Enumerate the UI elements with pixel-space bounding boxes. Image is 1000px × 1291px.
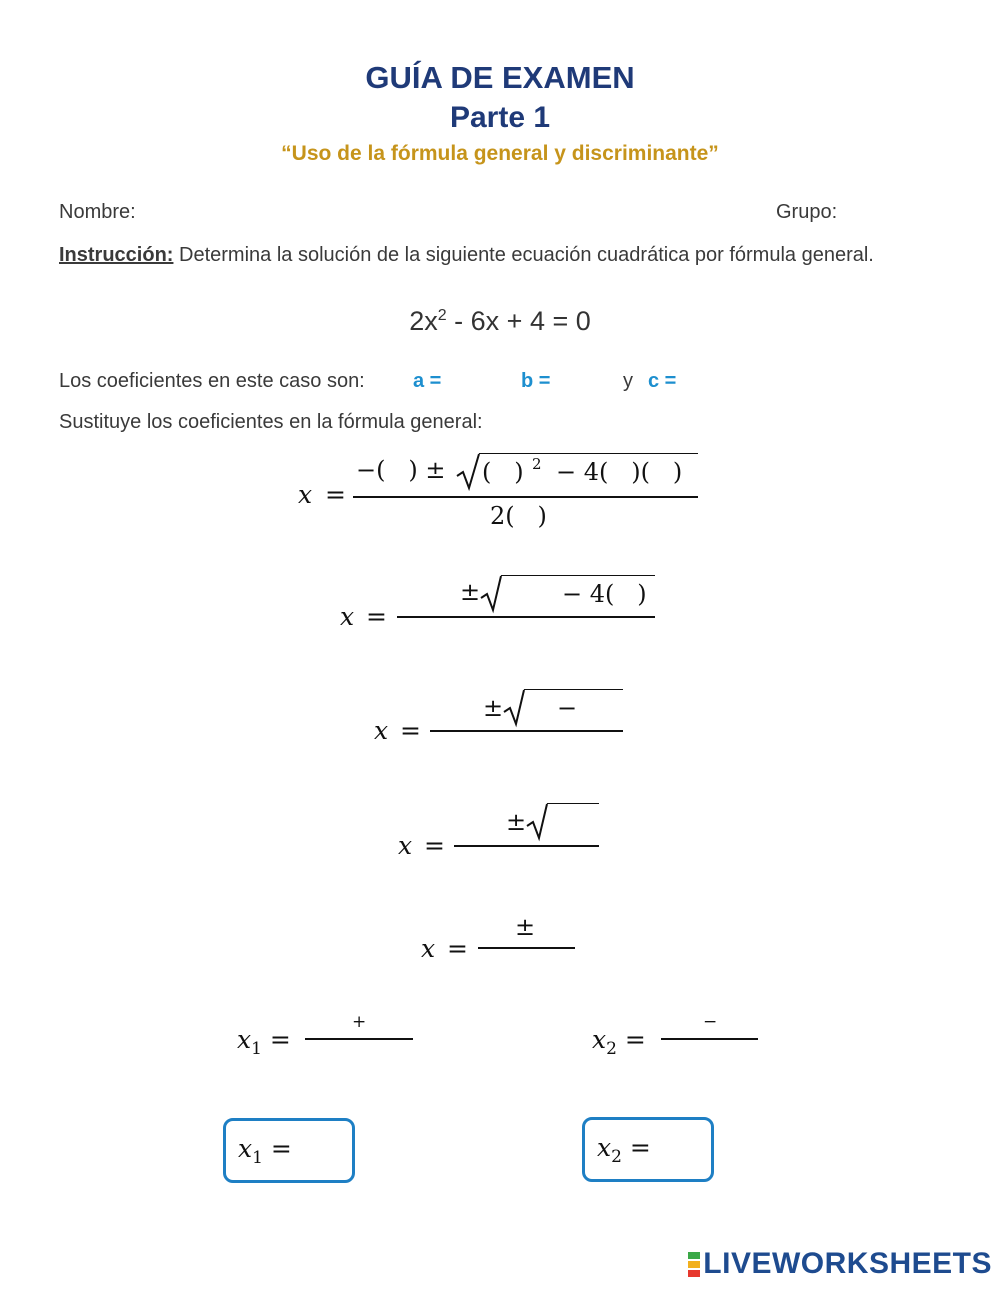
step4-plus-minus: ± bbox=[506, 808, 527, 836]
step1-numerator-b: −( ) ± bbox=[356, 456, 446, 484]
step1-denominator: 2( ) bbox=[490, 502, 547, 530]
step4-x: x bbox=[398, 831, 413, 860]
step2-radical-bar bbox=[501, 575, 655, 576]
step3-plus-minus: ± bbox=[483, 694, 504, 722]
instruction-label: Instrucción: bbox=[59, 244, 174, 266]
coef-c-label: c = bbox=[648, 370, 677, 392]
step5-fraction-bar bbox=[478, 947, 575, 949]
step1-fraction-bar bbox=[353, 496, 698, 498]
step3-equals: = bbox=[400, 716, 421, 745]
step3-radical-icon bbox=[502, 688, 526, 728]
step1-radicand-b: ( ) bbox=[482, 458, 524, 486]
step5-plus-minus: ± bbox=[515, 913, 536, 941]
x2-expression: $x_2$ = bbox=[592, 1025, 646, 1059]
topic-title: “Uso de la fórmula general y discriminante” bbox=[281, 142, 719, 165]
x1-answer-box[interactable] bbox=[223, 1118, 355, 1183]
step2-radical-icon bbox=[479, 574, 503, 614]
coef-b-label: b = bbox=[521, 370, 551, 392]
x2-minus: − bbox=[703, 1012, 718, 1032]
x1-answer-label: $x_1$ = bbox=[238, 1134, 292, 1168]
step1-equals: = bbox=[325, 480, 346, 509]
step1-radicand-ac: − 4( )( ) bbox=[556, 458, 683, 486]
step1-radical-bar bbox=[479, 453, 698, 454]
liveworksheets-logo bbox=[688, 1247, 992, 1281]
step4-equals: = bbox=[424, 831, 445, 860]
step1-square: 2 bbox=[532, 455, 542, 473]
logo-mark-icon bbox=[688, 1251, 700, 1278]
step1-radical-icon bbox=[455, 452, 481, 492]
x2-fraction-bar bbox=[661, 1038, 758, 1040]
coef-a-label: a = bbox=[413, 370, 442, 392]
x1-plus: + bbox=[352, 1012, 367, 1032]
step3-radical-bar bbox=[524, 689, 623, 690]
x1-fraction-bar bbox=[305, 1038, 413, 1040]
step5-equals: = bbox=[447, 934, 468, 963]
instruction bbox=[59, 241, 939, 269]
coef-y: y bbox=[623, 370, 633, 392]
brand-name: LIVEWORKSHEETS bbox=[703, 1247, 992, 1280]
page-subtitle: Parte 1 bbox=[449, 101, 551, 134]
step1-x: x bbox=[298, 480, 313, 509]
step2-x: x bbox=[340, 602, 355, 631]
name-label: Nombre: bbox=[59, 201, 136, 223]
step4-radical-icon bbox=[525, 802, 549, 842]
step2-equals: = bbox=[366, 602, 387, 631]
step4-fraction-bar bbox=[454, 845, 599, 847]
coefficients-label: Los coeficientes en este caso son: bbox=[59, 370, 365, 392]
step5-x: x bbox=[421, 934, 436, 963]
step2-radicand: − 4( ) bbox=[562, 580, 647, 608]
step2-plus-minus: ± bbox=[460, 578, 481, 606]
x2-answer-box[interactable] bbox=[582, 1117, 714, 1182]
step2-fraction-bar bbox=[397, 616, 655, 618]
x1-expression: $x_1$ = bbox=[237, 1025, 291, 1059]
step3-x: x bbox=[374, 716, 389, 745]
instruction-text: Determina la solución de la siguiente ecuación cuadrática por fórmula general. bbox=[173, 244, 874, 266]
quadratic-equation: $2x^2 - 6x + 4 = 0$ bbox=[409, 306, 591, 336]
group-label: Grupo: bbox=[776, 201, 838, 223]
step3-fraction-bar bbox=[430, 730, 623, 732]
page-title: GUÍA DE EXAMEN bbox=[365, 60, 635, 95]
substitute-label: Sustituye los coeficientes en la fórmula general: bbox=[59, 411, 483, 433]
x2-answer-label: $x_2$ = bbox=[597, 1133, 651, 1167]
step3-minus: − bbox=[557, 694, 578, 722]
step4-radical-bar bbox=[547, 803, 599, 804]
